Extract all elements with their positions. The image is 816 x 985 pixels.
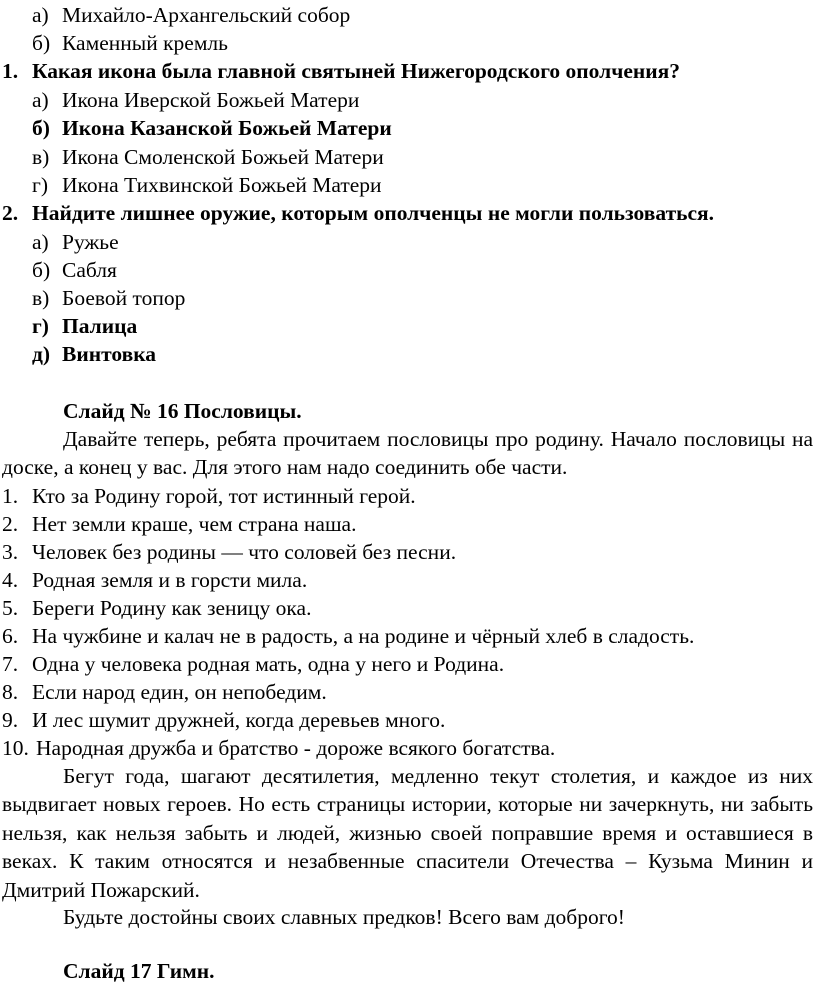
- option-b: [0, 256, 816, 284]
- proverb-number: 4.: [2, 568, 19, 592]
- proverb-number: 1.: [2, 484, 19, 508]
- option-text: Палица: [62, 314, 138, 338]
- proverb-item: [0, 482, 816, 510]
- proverb-text: Береги Родину как зеницу ока.: [32, 596, 312, 620]
- option-text: Икона Смоленской Божьей Матери: [62, 145, 384, 169]
- proverb-item: [0, 622, 816, 650]
- proverb-text: Кто за Родину горой, тот истинный герой.: [32, 484, 416, 508]
- option-a: [0, 228, 816, 256]
- option-d-correct: [0, 312, 816, 340]
- proverb-item: [0, 594, 816, 622]
- option-text: Сабля: [62, 258, 117, 282]
- option-marker: а): [32, 3, 49, 27]
- question-1: [0, 57, 816, 85]
- option-text: Икона Тихвинской Божьей Матери: [62, 173, 382, 197]
- proverb-number: 10.: [2, 736, 29, 760]
- option-text: Икона Иверской Божьей Матери: [62, 88, 360, 112]
- proverb-number: 2.: [2, 512, 19, 536]
- proverb-item: [0, 650, 816, 678]
- proverb-text: Человек без родины — что соловей без песни.: [32, 540, 457, 564]
- list-item: [0, 29, 816, 57]
- proverb-text: Народная дружба и братство - дороже всякого богатства.: [36, 736, 556, 760]
- option-text: Икона Казанской Божьей Матери: [62, 116, 392, 140]
- list-item: [0, 1, 816, 29]
- proverb-number: 3.: [2, 540, 19, 564]
- option-marker: в): [32, 145, 50, 169]
- wish-line: Будьте достойны своих славных предков! Всего вам доброго!: [63, 905, 625, 929]
- option-text: Боевой топор: [62, 286, 186, 310]
- proverb-number: 7.: [2, 652, 19, 676]
- intro-paragraph: Давайте теперь, ребята прочитаем пословицы про родину. Начало пословицы на доске, а конец у вас. Для этого нам надо соединить обе части.: [2, 427, 813, 480]
- option-marker: а): [32, 230, 49, 254]
- option-e-correct: [0, 340, 816, 368]
- proverb-number: 9.: [2, 708, 19, 732]
- option-text: Михайло-Архангельский собор: [62, 3, 351, 27]
- question-2: [0, 199, 816, 227]
- option-c: [0, 143, 816, 171]
- question-number: 2.: [2, 201, 19, 225]
- proverb-text: Нет земли краше, чем страна наша.: [32, 512, 357, 536]
- proverb-number: 6.: [2, 624, 19, 648]
- option-c: [0, 284, 816, 312]
- proverb-number: 8.: [2, 680, 19, 704]
- proverb-number: 5.: [2, 596, 19, 620]
- option-text: Ружье: [62, 230, 119, 254]
- option-marker: а): [32, 88, 49, 112]
- option-b-correct: [0, 114, 816, 142]
- proverb-item: [0, 510, 816, 538]
- question-text: Какая икона была главной святыней Нижегородского ополчения?: [32, 59, 681, 83]
- question-number: 1.: [2, 59, 19, 83]
- proverb-text: И лес шумит дружней, когда деревьев много.: [32, 708, 446, 732]
- slide-16-heading: Слайд № 16 Пословицы.: [63, 399, 302, 423]
- proverb-text: На чужбине и калач не в радость, а на родине и чёрный хлеб в сладость.: [32, 624, 695, 648]
- proverb-text: Если народ един, он непобедим.: [32, 680, 327, 704]
- option-marker: в): [32, 286, 50, 310]
- proverb-item: [0, 734, 816, 762]
- option-text: Винтовка: [62, 342, 157, 366]
- proverb-item: [0, 538, 816, 566]
- closing-paragraph: Бегут года, шагают десятилетия, медленно текут столетия, и каждое из них выдвигает новых героев. Но есть страницы истории, которые ни зачеркнуть, ни забыть нельзя, как нельзя забыть и людей, жизнью своей поправшие время и оставшиеся в веках. К таким относятся и незабвенные спасители Отечества – Кузьма Минин и Дмитрий Пожарский.: [2, 764, 813, 902]
- option-a: [0, 86, 816, 114]
- proverb-item: [0, 678, 816, 706]
- option-marker: г): [32, 314, 49, 338]
- option-marker: б): [32, 31, 51, 55]
- slide-17-heading: Слайд 17 Гимн.: [63, 959, 215, 983]
- proverb-text: Одна у человека родная мать, одна у него и Родина.: [32, 652, 505, 676]
- question-text: Найдите лишнее оружие, которым ополченцы не могли пользоваться.: [32, 201, 715, 225]
- option-marker: б): [32, 258, 51, 282]
- option-marker: б): [32, 116, 50, 140]
- proverb-text: Родная земля и в горсти мила.: [32, 568, 308, 592]
- proverb-item: [0, 566, 816, 594]
- option-marker: г): [32, 173, 48, 197]
- proverb-item: [0, 706, 816, 734]
- option-marker: д): [32, 342, 51, 366]
- option-d: [0, 171, 816, 199]
- option-text: Каменный кремль: [62, 31, 228, 55]
